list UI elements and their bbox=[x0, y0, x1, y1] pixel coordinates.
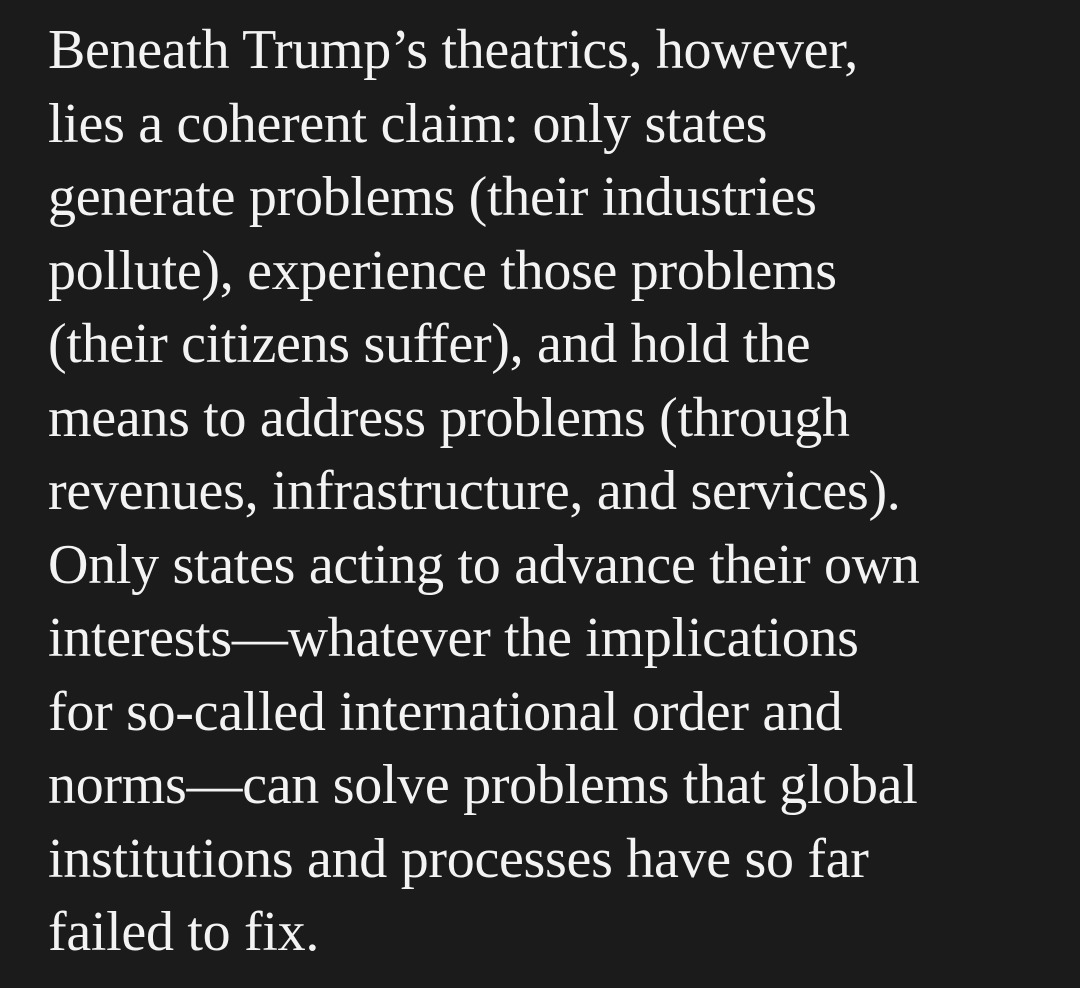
paragraph-line: for so-called international order and bbox=[48, 680, 843, 743]
paragraph-line: lies a coherent claim: only states bbox=[48, 92, 768, 155]
article-paragraph bbox=[48, 14, 920, 970]
paragraph-line: generate problems (their industries bbox=[48, 166, 817, 228]
paragraph-line: Only states acting to advance their own bbox=[48, 533, 920, 596]
paragraph-line: means to address problems (through bbox=[48, 386, 850, 449]
paragraph-line: institutions and processes have so far bbox=[48, 827, 869, 890]
paragraph-line: (their citizens suffer), and hold the bbox=[48, 313, 811, 375]
paragraph-line: failed to fix. bbox=[48, 901, 320, 963]
paragraph-line: revenues, infrastructure, and services). bbox=[48, 460, 901, 522]
paragraph-line: pollute), experience those problems bbox=[48, 239, 837, 302]
paragraph-line: interests—whatever the implications bbox=[48, 607, 859, 669]
paragraph-line: norms—can solve problems that global bbox=[48, 754, 918, 816]
paragraph-line: Beneath Trump’s theatrics, however, bbox=[48, 19, 859, 81]
